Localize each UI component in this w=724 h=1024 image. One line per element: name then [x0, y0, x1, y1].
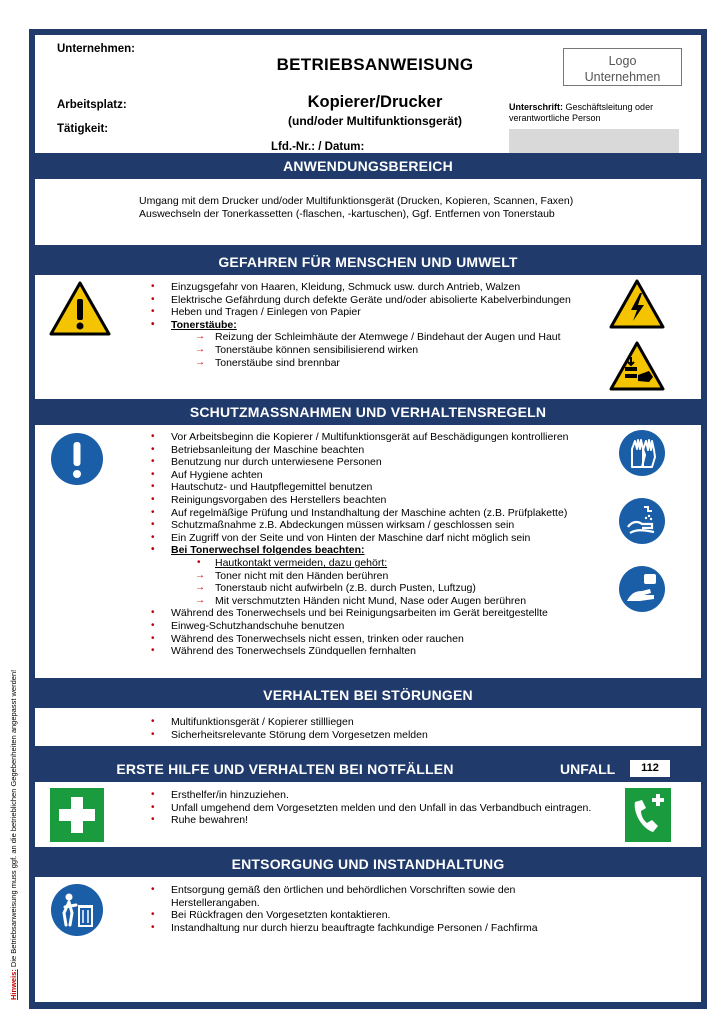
signature-label-bold: Unterschrift:: [509, 102, 564, 112]
list-item: • Ersthelfer/in hinzuziehen.: [148, 789, 628, 802]
emergency-phone-icon: [625, 788, 671, 842]
mandatory-general-icon: [50, 432, 104, 486]
section-disposal: [35, 877, 701, 1002]
list-item: → Tonerstäube können sensibilisierend wirken: [148, 344, 608, 357]
section-malfunction: [35, 708, 701, 746]
list-item: • Multifunktionsgerät / Kopierer stillliegen: [148, 716, 648, 729]
side-note-text: Die Betriebsanweisung muss ggf. an die betrieblichen Gegebenheiten angepasst werden!: [9, 669, 18, 970]
list-item: • Einweg-Schutzhandschuhe benutzen: [148, 620, 618, 633]
list-item: • Schutzmaßnahme z.B. Abdeckungen müssen wirksam / geschlossen sein: [148, 519, 618, 532]
list-item: • Ein Zugriff von der Seite und von Hinten der Maschine darf nicht möglich sein: [148, 532, 618, 545]
list-item: • Entsorgung gemäß den örtlichen und behördlichen Vorschriften sowie den Herstellerangaben.: [148, 884, 578, 909]
hand-washing-icon: [618, 497, 666, 545]
list-item: • Elektrische Gefährdung durch defekte Geräte und/oder abisolierte Kabelverbindungen: [148, 294, 608, 307]
list-item: → Toner nicht mit den Händen berühren: [148, 570, 618, 583]
gloves-mandatory-icon: [618, 429, 666, 477]
first-aid-list: [148, 789, 628, 827]
list-item: → Mit verschmutzten Händen nicht Mund, Nase oder Augen berühren: [148, 595, 618, 608]
skin-protection-icon: [618, 565, 666, 613]
list-item: → Tonerstaub nicht aufwirbeln (z.B. durch Pusten, Luftzug): [148, 582, 618, 595]
list-item: • Betriebsanleitung der Maschine beachten: [148, 444, 618, 457]
list-item: • Während des Tonerwechsels nicht essen, trinken oder rauchen: [148, 633, 618, 646]
number-date-field: Lfd.-Nr.: / Datum:: [271, 141, 365, 153]
section-header-disposal: ENTSORGUNG UND INSTANDHALTUNG: [35, 854, 701, 874]
list-item: • Sicherheitsrelevante Störung dem Vorgesetzen melden: [148, 729, 648, 742]
list-item: • Heben und Tragen / Einlegen von Papier: [148, 306, 608, 319]
list-item: • Auf regelmäßige Prüfung und Instandhaltung der Maschine achten (z.B. Prüfplakette): [148, 507, 618, 520]
list-item: • Instandhaltung nur durch hierzu beauftragte fachkundige Personen / Fachfirma: [148, 922, 578, 935]
list-item: • Bei Rückfragen den Vorgesetzten kontaktieren.: [148, 909, 578, 922]
accident-label: UNFALL: [560, 761, 616, 777]
scope-line-2: Auswechseln der Tonerkassetten (-flaschen, -kartuschen), Ggf. Entfernen von Tonerstaub: [139, 207, 555, 220]
logo-line-1: Logo: [608, 54, 637, 68]
section-scope: [35, 179, 701, 245]
header: [35, 35, 701, 153]
scope-line-1: Umgang mit dem Drucker und/oder Multifunktionsgerät (Drucken, Kopieren, Scannen, Faxen): [139, 195, 574, 207]
document-subtitle-2: (und/oder Multifunktionsgerät): [288, 114, 462, 128]
section-header-protection: SCHUTZMASSNAHMEN UND VERHALTENSREGELN: [35, 402, 701, 422]
electrical-hazard-icon: [609, 279, 665, 329]
protection-list: [148, 431, 618, 658]
side-note: [0, 0, 20, 1024]
section-header-scope: ANWENDUNGSBEREICH: [35, 156, 701, 176]
disposal-list: [148, 884, 578, 934]
section-hazards: [35, 275, 701, 399]
hazard-list: [148, 281, 608, 369]
list-item: → Reizung der Schleimhäute der Atemwege / Bindehaut der Augen und Haut: [148, 331, 608, 344]
section-protection: [35, 425, 701, 678]
list-item: • Hautschutz- und Hautpflegemittel benutzen: [148, 481, 618, 494]
document-frame: [29, 29, 707, 1009]
malfunction-list: [148, 716, 648, 741]
document-subtitle: Kopierer/Drucker: [307, 93, 443, 111]
list-item: • Tonerstäube:: [148, 319, 608, 332]
section-first-aid: [35, 782, 701, 847]
list-item: • Ruhe bewahren!: [148, 814, 628, 827]
list-item: • Während des Tonerwechsels Zündquellen fernhalten: [148, 645, 618, 658]
first-aid-icon: [50, 788, 104, 842]
signature-label: [509, 102, 669, 124]
section-header-first-aid: ERSTE HILFE UND VERHALTEN BEI NOTFÄLLEN: [35, 759, 535, 779]
logo-line-2: Unternehmen: [584, 70, 661, 84]
general-warning-icon: [49, 281, 111, 336]
list-item: • Unfall umgehend dem Vorgesetzten melden und den Unfall in das Verbandbuch eintragen.: [148, 802, 628, 815]
list-item: • Bei Tonerwechsel folgendes beachten:: [148, 544, 618, 557]
waste-disposal-icon: [50, 883, 104, 937]
company-label: Unternehmen:: [57, 43, 135, 55]
list-item: → Tonerstäube sind brennbar: [148, 357, 608, 370]
list-item: • Vor Arbeitsbeginn die Kopierer / Multifunktionsgerät auf Beschädigungen kontrollieren: [148, 431, 618, 444]
list-item: • Während des Tonerwechsels und bei Reinigungsarbeiten im Gerät bereitgestellte: [148, 607, 618, 620]
activity-label: Tätigkeit:: [57, 123, 109, 135]
logo-placeholder: [563, 48, 682, 86]
section-header-hazards: GEFAHREN FÜR MENSCHEN UND UMWELT: [35, 252, 701, 272]
workplace-label: Arbeitsplatz:: [57, 99, 127, 111]
scope-text: [139, 195, 573, 220]
section-header-malfunction: VERHALTEN BEI STÖRUNGEN: [35, 685, 701, 705]
list-item: • Einzugsgefahr von Haaren, Kleidung, Schmuck usw. durch Antrieb, Walzen: [148, 281, 608, 294]
list-item: • Reinigungsvorgaben des Herstellers beachten: [148, 494, 618, 507]
document-title: BETRIEBSANWEISUNG: [276, 55, 474, 74]
side-note-label: Hinweis:: [9, 969, 18, 1000]
emergency-number: 112: [630, 760, 670, 777]
hand-crush-hazard-icon: [609, 341, 665, 391]
list-item: • Hautkontakt vermeiden, dazu gehört:: [148, 557, 618, 570]
list-item: • Benutzung nur durch unterwiesene Personen: [148, 456, 618, 469]
signature-label-text: Geschäftsleitung oder verantwortliche Person: [509, 102, 654, 123]
signature-field: [509, 129, 679, 153]
list-item: • Auf Hygiene achten: [148, 469, 618, 482]
